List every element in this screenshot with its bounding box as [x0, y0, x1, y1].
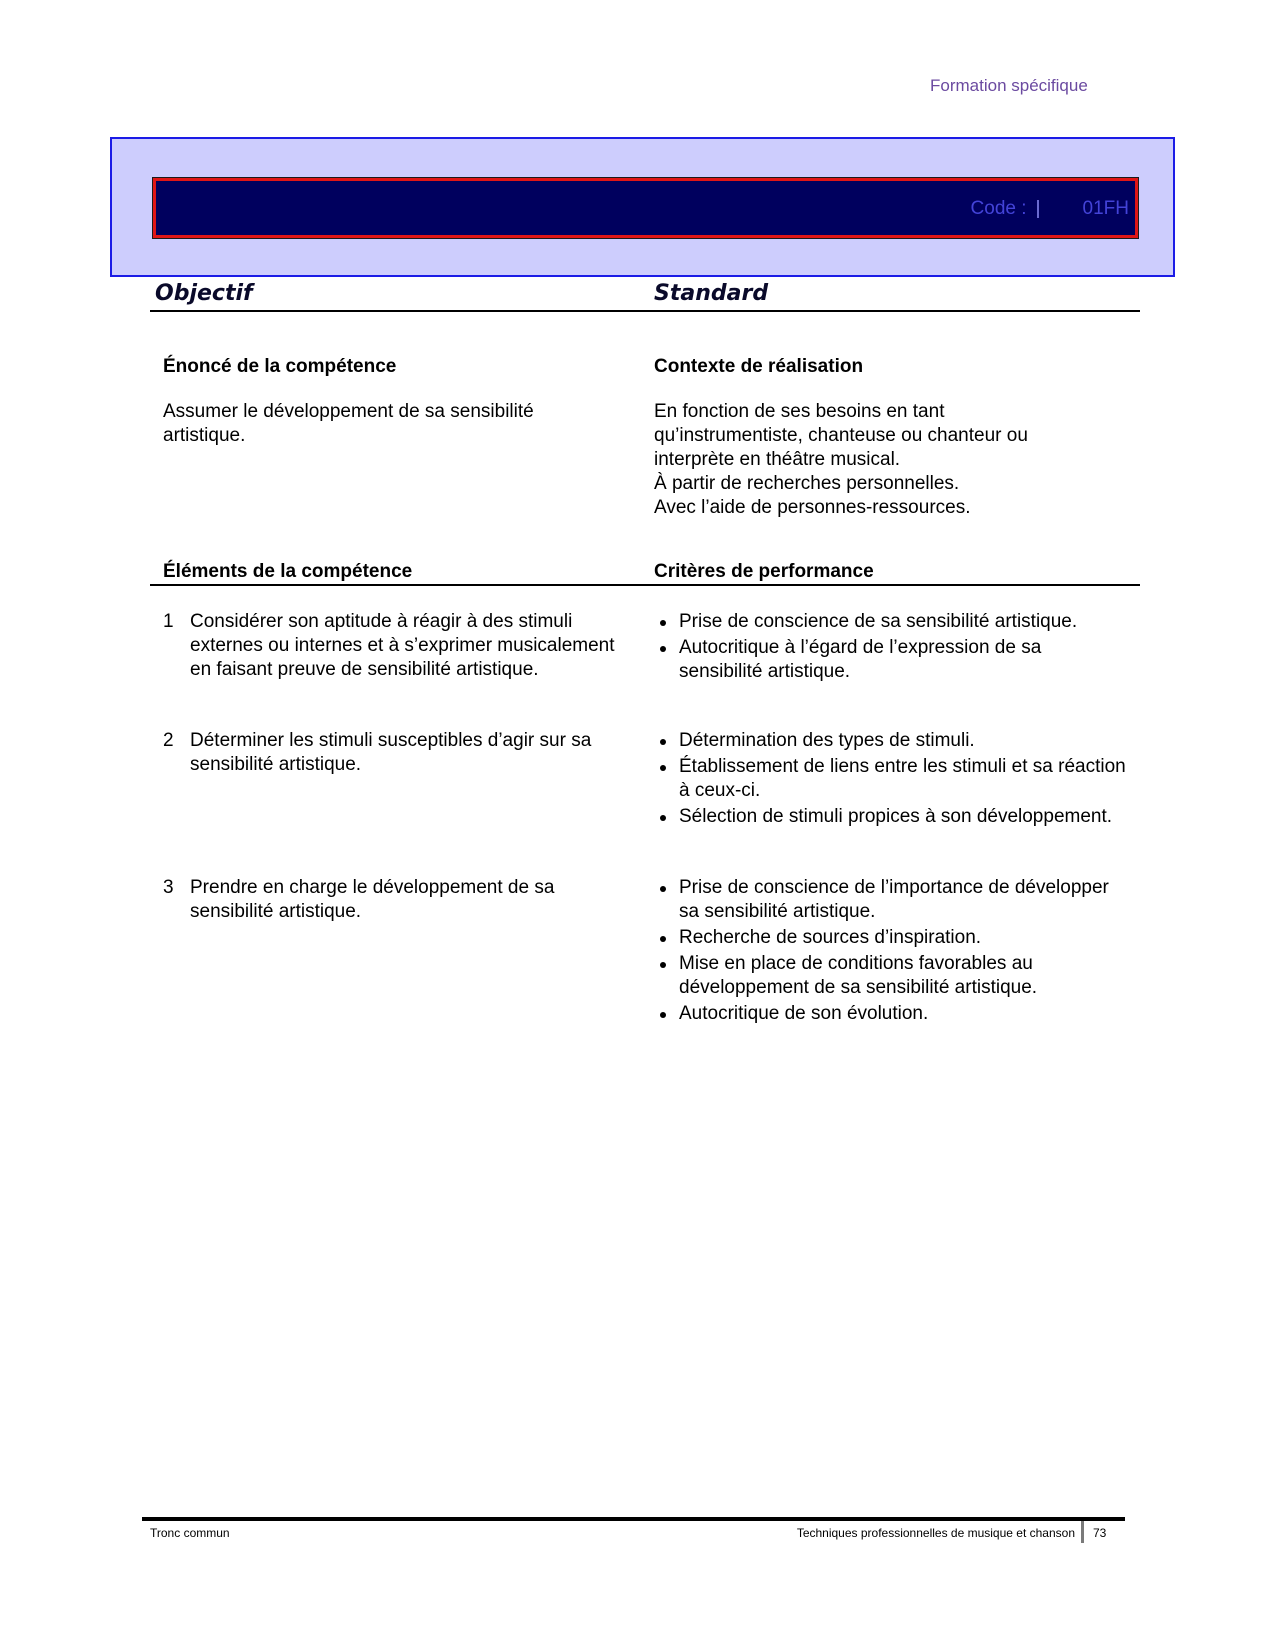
criterion-item: Recherche de sources d’inspiration. — [657, 926, 1127, 950]
statement-line: artistique. — [163, 425, 246, 446]
objective-title: Objectif — [155, 281, 253, 306]
criterion-item: Établissement de liens entre les stimuli et sa réaction à ceux-ci. — [657, 755, 1127, 803]
footer-rule — [142, 1517, 1125, 1521]
elements-rule — [150, 584, 1140, 586]
competency-code — [971, 198, 1129, 220]
elements-heading: Éléments de la compétence — [163, 561, 413, 582]
realization-context — [654, 400, 1028, 520]
code-value: 01FH — [1082, 198, 1129, 219]
criterion-item: Prise de conscience de sa sensibilité artistique. — [657, 610, 1127, 634]
footer-right-text: Techniques professionnelles de musique et chanson — [796, 1526, 1075, 1540]
footer-separator — [1081, 1521, 1084, 1543]
context-heading: Contexte de réalisation — [654, 356, 864, 377]
title-banner — [110, 137, 1175, 277]
criterion-item: Détermination des types de stimuli. — [657, 729, 1127, 753]
criterion-item: Sélection de stimuli propices à son développement. — [657, 805, 1127, 829]
running-header-title: Formation spécifique — [930, 76, 1088, 95]
context-line: qu’instrumentiste, chanteuse ou chanteur ou — [654, 425, 1028, 446]
context-line: À partir de recherches personnelles. — [654, 473, 960, 494]
element-number: 1 — [163, 611, 174, 632]
objective-rule — [150, 310, 1140, 312]
criteria-list-2 — [657, 729, 1127, 831]
criterion-item: Autocritique à l’égard de l’expression de sa sensibilité artistique. — [657, 636, 1127, 684]
context-line: interprète en théâtre musical. — [654, 449, 901, 470]
context-line: Avec l’aide de personnes-ressources. — [654, 497, 971, 518]
code-separator — [1037, 200, 1039, 218]
code-bar — [153, 178, 1138, 238]
criterion-item: Prise de conscience de l’importance de développer sa sensibilité artistique. — [657, 876, 1127, 924]
page-number: 73 — [1093, 1526, 1107, 1540]
criteria-list-3 — [657, 876, 1127, 1028]
code-label: Code : — [970, 198, 1027, 219]
element-number: 3 — [163, 877, 174, 898]
criteria-list-1 — [657, 610, 1127, 686]
element-text: Prendre en charge le développement de sa sensibilité artistique. — [190, 877, 555, 922]
criteria-heading: Critères de performance — [654, 561, 874, 582]
element-text: Considérer son aptitude à réagir à des stimuli externes ou internes et à s’exprimer musicalement en faisant preuve de sensibilité artistique. — [190, 611, 615, 680]
element-text: Déterminer les stimuli susceptibles d’agir sur sa sensibilité artistique. — [190, 730, 592, 775]
statement-heading: Énoncé de la compétence — [163, 356, 397, 377]
standard-title: Standard — [654, 281, 769, 306]
criterion-item: Mise en place de conditions favorables au développement de sa sensibilité artistique. — [657, 952, 1127, 1000]
context-line: En fonction de ses besoins en tant — [654, 401, 945, 422]
element-number: 2 — [163, 730, 174, 751]
competency-statement — [163, 400, 534, 448]
criterion-item: Autocritique de son évolution. — [657, 1002, 1127, 1026]
statement-line: Assumer le développement de sa sensibilité — [163, 401, 534, 422]
footer-left-text: Tronc commun — [150, 1526, 230, 1540]
